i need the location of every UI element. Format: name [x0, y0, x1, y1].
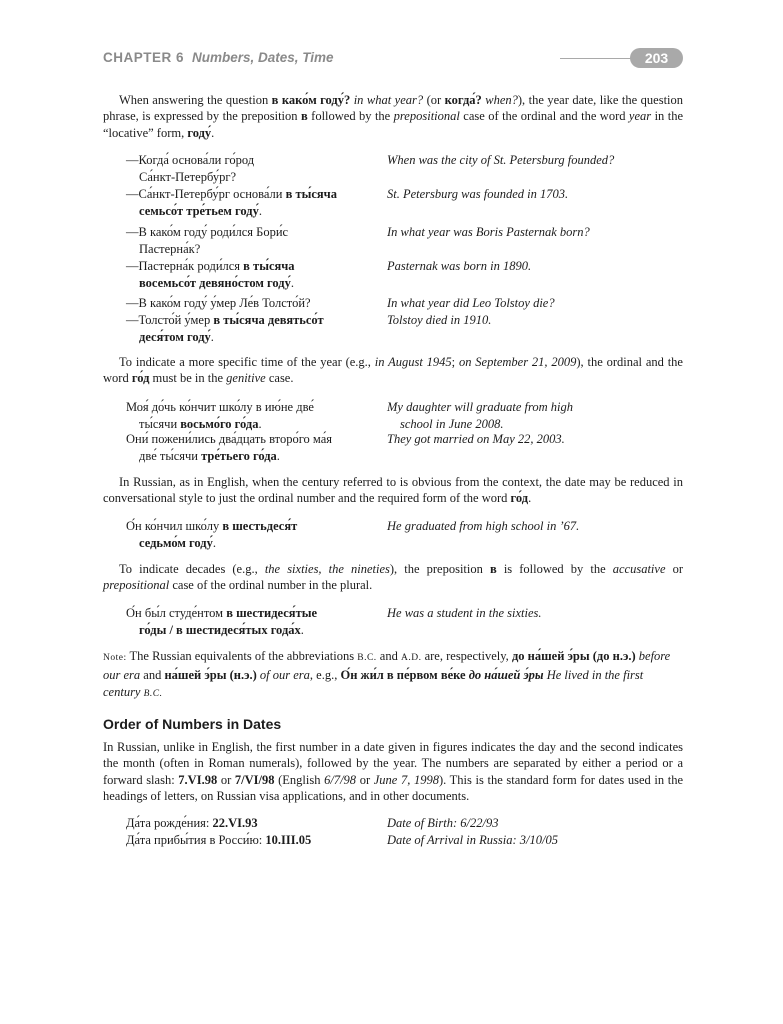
text: —В како́м году́ роди́лся Бори́с [126, 225, 289, 239]
text: году́ [187, 125, 212, 140]
text: 22.VI.93 [212, 816, 258, 830]
section-heading: Order of Numbers in Dates [103, 716, 282, 732]
text: до на́шей э́ры [465, 668, 544, 682]
text: ты́сячи [139, 416, 181, 431]
note-paragraph [103, 648, 683, 703]
text: To indicate a more specific time of the year (e.g., [119, 355, 375, 369]
text: . [528, 491, 532, 506]
example-ru [126, 312, 376, 345]
paragraph-year-question [103, 92, 683, 141]
text: 7/VI/98 [234, 772, 275, 787]
text: восемьсо́т девяно́стом году́ [139, 275, 291, 290]
text: accusative [612, 562, 666, 576]
text: —Толсто́й у́мер [126, 313, 214, 327]
text: в шестидеся́тые [226, 606, 318, 620]
example-ru [126, 399, 376, 432]
example-en: Date of Birth: 6/22/93 [387, 816, 499, 830]
text: , e.g., [309, 668, 341, 682]
text: prepositional [393, 109, 460, 124]
text: 6/7/98 [324, 772, 357, 787]
text: в ты́сяча [285, 187, 337, 201]
text: —Са́нкт-Петербу́рг основа́ли [126, 187, 286, 201]
example-ru [126, 186, 376, 219]
example-en: He was a student in the sixties. [387, 606, 542, 620]
text: . [276, 448, 280, 463]
text: в шестьдеся́т [222, 519, 298, 533]
text: —В како́м году́ у́мер Ле́в Толсто́й? [126, 296, 311, 310]
text: case of the ordinal number in the plural. [169, 578, 373, 593]
text: . [300, 622, 304, 637]
text: в ты́сяча [243, 259, 295, 273]
example-ru [126, 258, 376, 291]
paragraph-order-of-numbers [103, 739, 683, 804]
text: тре́тьего го́да [201, 448, 277, 463]
text: 7.VI.98 [178, 772, 218, 787]
text: followed by the [307, 109, 394, 124]
paragraph-decades [103, 561, 683, 594]
text: Са́нкт-Петербу́рг? [139, 169, 237, 184]
text: My daughter will graduate from high [387, 400, 573, 414]
text: ), the preposition [389, 562, 490, 576]
text: before our era [103, 649, 671, 682]
text: восьмо́го го́да [180, 416, 259, 431]
example-ru [126, 431, 376, 464]
example-en: Tolstoy died in 1910. [387, 313, 492, 327]
text: . [210, 329, 214, 344]
text: Да́та прибы́тия в Росси́ю: [126, 833, 266, 847]
example-en: In what year was Boris Pasternak born? [387, 225, 590, 239]
example-en [387, 399, 683, 432]
text: в ты́сяча девятьсо́т [213, 313, 324, 327]
text: June 7, 1998 [373, 772, 439, 787]
text: ), the year date, like the question phrase, is expressed by the preposition [103, 93, 684, 124]
text: . [258, 203, 262, 218]
text: is followed by the [496, 562, 613, 576]
chapter-number: CHAPTER 6 [103, 50, 185, 65]
text: деся́том году́ [139, 329, 211, 344]
text: case. [265, 371, 294, 386]
text: го́д [131, 371, 150, 386]
example-en: In what year did Leo Tolstoy die? [387, 296, 555, 310]
paragraph-specific-time [103, 354, 683, 387]
text: Моя́ до́чь ко́нчит шко́лу в ию́не две́ [126, 400, 314, 414]
text: genitive [226, 371, 266, 386]
text: О́н бы́л студе́нтом [126, 606, 227, 620]
text: school in June 2008. [400, 416, 504, 431]
example-ru [126, 815, 376, 832]
text: ), the ordinal and the word [103, 355, 683, 386]
paragraph-century [103, 474, 683, 507]
text: The Russian equivalents of the abbreviations [126, 649, 358, 663]
text: го́ды / в шестидеся́тых года́х [139, 622, 301, 637]
text: на́шей э́ры (н.э.) [164, 668, 257, 682]
example-en: He graduated from high school in ’67. [387, 519, 580, 533]
text: on September 21, 2009 [458, 355, 577, 369]
text: in the “locative” form, [103, 109, 683, 140]
text: О́н ко́нчил шко́лу [126, 519, 223, 533]
text: . [258, 416, 262, 431]
text: когда́? [444, 93, 482, 107]
text: B.C. [143, 689, 163, 699]
text: —Пастерна́к роди́лся [126, 259, 244, 273]
text: When answering the question [119, 93, 272, 107]
example-en: They got married on May 22, 2003. [387, 432, 565, 446]
text: —Когда́ основа́ли го́род [126, 153, 255, 167]
text: are, respectively, [421, 649, 512, 663]
text: when? [481, 93, 518, 107]
text: In Russian, as in English, when the century referred to is obvious from the context, the date may be reduced in conversational style to just the ordinal number and the required form of the word [103, 475, 683, 506]
example-en: Pasternak was born in 1890. [387, 259, 532, 273]
text: в [300, 109, 308, 124]
text: or [665, 562, 684, 576]
text: до на́шей э́ры (до н.э.) [511, 649, 636, 663]
text: семьсо́т тре́тьем году́ [139, 203, 259, 218]
text: A.D. [400, 653, 422, 663]
running-head [103, 50, 334, 65]
example-ru [126, 152, 376, 185]
text: . [211, 125, 215, 140]
text: . [212, 535, 216, 550]
text: of our era [256, 668, 310, 682]
text: In Russian, unlike in English, the first number in a date given in figures indicates the day and the second indicates the month (often in Roman numerals), followed by the year. The numbers are separated by either a period or a forward slash: [103, 740, 683, 787]
example-ru [126, 518, 376, 551]
text: Пастерна́к? [139, 241, 201, 256]
text: the sixties, the nineties [264, 562, 390, 576]
text: He lived in the first century [103, 668, 644, 699]
text: Да́та рожде́ния: [126, 816, 213, 830]
page-number: 203 [630, 48, 683, 68]
example-en: When was the city of St. Petersburg founded? [387, 153, 615, 167]
text: To indicate decades (e.g., [119, 562, 265, 576]
text: prepositional [103, 578, 170, 593]
text: year [628, 109, 652, 124]
example-ru [126, 605, 376, 638]
example-ru [126, 295, 376, 312]
text: in what year? [350, 93, 424, 107]
text: го́д [510, 491, 529, 506]
page-header [103, 48, 683, 70]
text: две́ ты́сячи [139, 448, 202, 463]
text: О́н жи́л в пе́рвом ве́ке [340, 668, 466, 682]
text: в [489, 562, 497, 576]
text: or [356, 772, 374, 787]
text: or [217, 772, 235, 787]
text: and [376, 649, 401, 663]
example-en: St. Petersburg was founded in 1703. [387, 187, 569, 201]
text: в како́м году́? [271, 93, 351, 107]
chapter-title: Numbers, Dates, Time [192, 50, 334, 65]
text: B.C. [357, 653, 377, 663]
example-en: Date of Arrival in Russia: 3/10/05 [387, 833, 558, 847]
text: in August 1945 [374, 355, 452, 369]
text: and [140, 668, 165, 682]
text: ; [451, 355, 459, 369]
text: . [290, 275, 294, 290]
example-ru [126, 224, 376, 257]
text: (or [423, 93, 445, 107]
text: 10.III.05 [265, 833, 312, 847]
text: case of the ordinal and the word [459, 109, 629, 124]
text: ). This is the standard form for dates used in the headings of letters, on Russian visa applications, and in other documents. [103, 772, 683, 803]
text: must be in the [149, 371, 227, 386]
note-label: Note: [103, 653, 127, 663]
text: (English [274, 772, 325, 787]
text: седьмо́м году́ [139, 535, 213, 550]
text: Они́ пожени́лись два́дцать второ́го ма́я [126, 432, 333, 446]
example-ru [126, 832, 376, 849]
